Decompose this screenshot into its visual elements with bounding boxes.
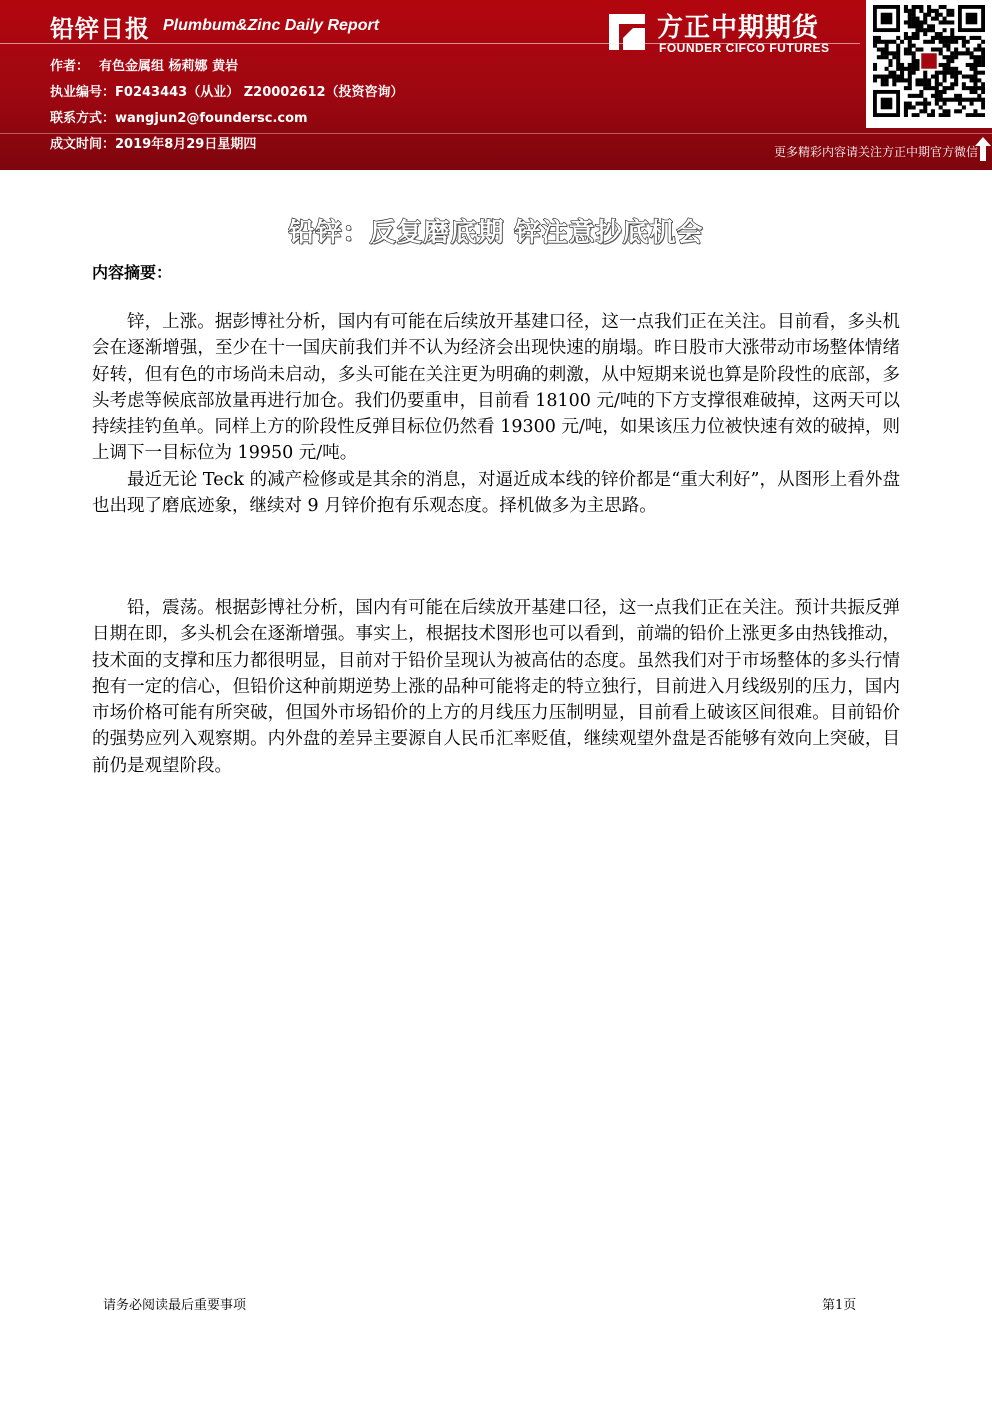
- logo-cn-text: 方正中期期货: [657, 13, 820, 43]
- contact-label: 联系方式：: [50, 111, 116, 126]
- date-line: [50, 133, 256, 152]
- report-header: [0, 0, 992, 170]
- paragraph-lead: 铅，震荡。根据彭博社分析，国内有可能在后续放开基建口径，这一点我们正在关注。预计共振反弹日期在即，多头机会在逐渐增强。事实上，根据技术图形也可以看到，前端的铅价上涨更多由热钱推动，技术面的支撑和压力都很明显，目前对于铅价呈现认为被高估的态度。虽然我们对于市场整体的多头行情抱有一定的信心，但铅价这种前期逆势上涨的品种可能将走的特立独行，目前进入月线级别的压力，国内市场价格可能有所突破，但国外市场铅价的上方的月线压力压制明显，目前看上破该区间很难。目前铅价的强势应列入观察期。内外盘的差异主要源自人民币汇率贬值，继续观望外盘是否能够有效向上突破，目前仍是观望阶段。: [92, 598, 900, 776]
- qr-code-icon: [873, 5, 985, 117]
- paragraph-zinc-1: 锌，上涨。据彭博社分析，国内有可能在后续放开基建口径，这一点我们正在关注。目前看，多头机会在逐渐增强，至少在十一国庆前我们并不认为经济会出现快速的崩塌。昨日股市大涨带动市场整体情绪好转，但有色的市场尚未启动，多头可能在关注更为明确的刺激，从中短期来说也算是阶段性的底部，多头考虑等候底部放量再进行加仓。我们仍要重申，目前看 18100 元/吨的下方支撑很难破掉，这两天可以持续挂钓鱼单。同样上方的阶段性反弹目标位仍然看 19300 元/吨，如果该压力位被快速有效的破掉，则上调下一目标位为 19950 元/吨。: [92, 312, 900, 464]
- up-arrow-icon: [975, 137, 991, 161]
- author-line: [50, 55, 238, 74]
- contact-value[interactable]: wangjun2@foundersc.com: [115, 111, 308, 126]
- summary-heading: 内容摘要：: [92, 263, 173, 282]
- license-value: F0243443（从业） Z20002612（投资咨询）: [115, 85, 404, 100]
- date-value: 2019年8月29日星期四: [115, 137, 257, 152]
- lead-analysis: [92, 595, 900, 779]
- wechat-follow-note: 更多精彩内容请关注方正中期官方微信: [773, 145, 978, 159]
- founder-logo-icon: [605, 10, 649, 54]
- company-logo: [605, 8, 855, 58]
- paragraph-zinc-2: 最近无论 Teck 的减产检修或是其余的消息，对逼近成本线的锌价都是“重大利好”，从图形上看外盘也出现了磨底迹象，继续对 9 月锌价抱有乐观态度。择机做多为主思路。: [92, 469, 900, 517]
- author-value: 有色金属组 杨莉娜 黄岩: [99, 59, 239, 74]
- license-label: 执业编号：: [50, 85, 116, 100]
- zinc-analysis: [92, 309, 900, 519]
- report-title: 铅锌日报: [50, 15, 150, 43]
- date-label: 成文时间：: [50, 137, 116, 152]
- footer-disclaimer-note: 请务必阅读最后重要事项: [103, 1298, 247, 1313]
- wechat-qr-code: [866, 0, 992, 128]
- contact-line: [50, 107, 308, 126]
- logo-en-text: FOUNDER CIFCO FUTURES: [659, 41, 830, 55]
- page-number: 第1页: [822, 1298, 857, 1313]
- report-title-en: Plumbum&Zinc Daily Report: [163, 17, 380, 34]
- author-label: 作者：: [50, 59, 90, 74]
- document-title: 铅锌：反复磨底期 锌注意抄底机会: [288, 218, 704, 248]
- license-line: [50, 81, 404, 100]
